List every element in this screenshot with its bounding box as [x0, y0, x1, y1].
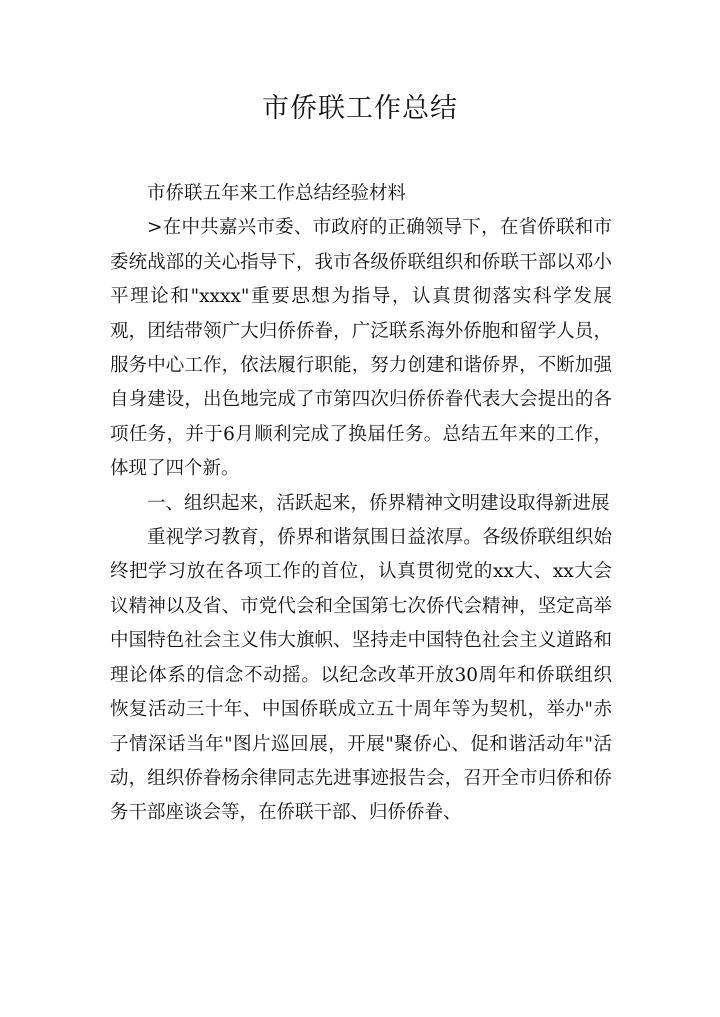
document-title: 市侨联工作总结 [262, 93, 458, 124]
document-body [110, 177, 612, 831]
section-heading: 一、组织起来，活跃起来，侨界精神文明建设取得新进展 [147, 492, 610, 514]
body-paragraph: 重视学习教育，侨界和谐氛围日益浓厚。各级侨联组织始终把学习放在各项工作的首位，认真贯彻党的xx大、xx大会议精神以及省、市党代会和全国第七次侨代会精神，坚定高举中国特色社会主义伟大旗帜、坚持走中国特色社会主义道路和理论体系的信念不动摇。以纪念改革开放30周年和侨联组织恢复活动三十年、中国侨联成立五十周年等为契机，举办"赤子情深话当年"图片巡回展，开展"聚侨心、促和谐活动年"活动，组织侨眷杨余律同志先进事迹报告会，召开全市归侨和侨务干部座谈会等，在侨联干部、归侨侨眷、 [110, 527, 612, 824]
subtitle-paragraph: 市侨联五年来工作总结经验材料 [147, 183, 407, 204]
intro-paragraph: >在中共嘉兴市委、市政府的正确领导下，在省侨联和市委统战部的关心指导下，我市各级侨联组织和侨联干部以邓小平理论和"xxxx"重要思想为指导，认真贯彻落实科学发展观，团结带领广大归侨侨眷，广泛联系海外侨胞和留学人员，服务中心工作，依法履行职能，努力创建和谐侨界，不断加强自身建设，出色地完成了市第四次归侨侨眷代表大会提出的各项任务，并于6月顺利完成了换届任务。总结五年来的工作，体现了四个新。 [110, 217, 612, 480]
